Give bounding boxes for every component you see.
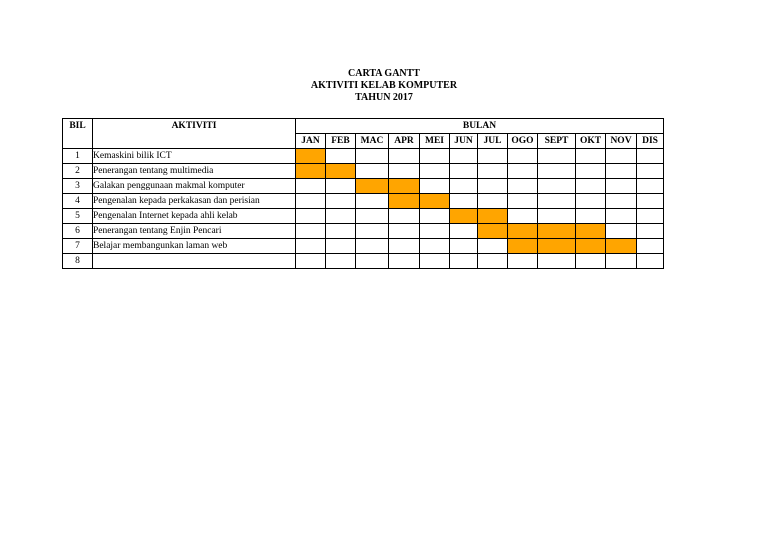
gantt-empty-cell: [356, 149, 389, 164]
gantt-bar-cell: [606, 239, 637, 254]
table-row: [63, 194, 664, 209]
gantt-empty-cell: [450, 164, 478, 179]
gantt-empty-cell: [538, 254, 576, 269]
activity-name: Kemaskini bilik ICT: [93, 149, 296, 164]
document-subtitle: AKTIVITI KELAB KOMPUTER: [310, 80, 458, 91]
gantt-bar-cell: [450, 209, 478, 224]
header-row: [63, 119, 664, 134]
gantt-empty-cell: [356, 254, 389, 269]
row-number: 7: [63, 239, 93, 254]
gantt-empty-cell: [420, 239, 450, 254]
table-row: [63, 224, 664, 239]
gantt-empty-cell: [576, 179, 606, 194]
gantt-empty-cell: [296, 194, 326, 209]
gantt-empty-cell: [326, 239, 356, 254]
gantt-empty-cell: [296, 239, 326, 254]
row-number: 5: [63, 209, 93, 224]
gantt-bar-cell: [389, 194, 420, 209]
gantt-empty-cell: [538, 164, 576, 179]
month-header-mei: MEI: [420, 134, 450, 149]
bil-header: BIL: [63, 119, 93, 149]
gantt-bar-cell: [356, 179, 389, 194]
gantt-empty-cell: [326, 254, 356, 269]
gantt-empty-cell: [576, 254, 606, 269]
month-header-sept: SEPT: [538, 134, 576, 149]
row-number: 4: [63, 194, 93, 209]
gantt-empty-cell: [296, 179, 326, 194]
gantt-empty-cell: [420, 149, 450, 164]
table-row: [63, 239, 664, 254]
gantt-empty-cell: [606, 194, 637, 209]
gantt-bar-cell: [508, 239, 538, 254]
activity-name: Belajar membangunkan laman web: [93, 239, 296, 254]
month-header-feb: FEB: [326, 134, 356, 149]
row-number: 6: [63, 224, 93, 239]
document-year: TAHUN 2017: [355, 92, 413, 103]
gantt-bar-cell: [420, 194, 450, 209]
gantt-empty-cell: [326, 209, 356, 224]
gantt-empty-cell: [296, 209, 326, 224]
gantt-empty-cell: [606, 254, 637, 269]
gantt-empty-cell: [508, 164, 538, 179]
gantt-empty-cell: [508, 149, 538, 164]
gantt-empty-cell: [637, 149, 664, 164]
gantt-empty-cell: [637, 239, 664, 254]
chart-title-block: [0, 68, 768, 104]
gantt-empty-cell: [356, 224, 389, 239]
month-header-jul: JUL: [478, 134, 508, 149]
gantt-empty-cell: [389, 254, 420, 269]
gantt-empty-cell: [538, 194, 576, 209]
gantt-empty-cell: [508, 179, 538, 194]
row-number: 8: [63, 254, 93, 269]
gantt-empty-cell: [389, 239, 420, 254]
gantt-empty-cell: [478, 239, 508, 254]
gantt-empty-cell: [478, 149, 508, 164]
gantt-empty-cell: [450, 224, 478, 239]
gantt-bar-cell: [296, 149, 326, 164]
table-row: [63, 149, 664, 164]
activity-header: AKTIVITI: [93, 119, 296, 149]
gantt-empty-cell: [576, 149, 606, 164]
gantt-empty-cell: [326, 224, 356, 239]
month-header-dis: DIS: [637, 134, 664, 149]
gantt-empty-cell: [420, 209, 450, 224]
gantt-empty-cell: [637, 254, 664, 269]
gantt-bar-cell: [508, 224, 538, 239]
gantt-bar-cell: [576, 239, 606, 254]
gantt-empty-cell: [538, 209, 576, 224]
activity-name: [93, 254, 296, 269]
gantt-empty-cell: [637, 209, 664, 224]
gantt-bar-cell: [296, 164, 326, 179]
gantt-empty-cell: [420, 254, 450, 269]
gantt-empty-cell: [576, 164, 606, 179]
table-row: [63, 179, 664, 194]
gantt-empty-cell: [356, 194, 389, 209]
gantt-empty-cell: [606, 224, 637, 239]
gantt-empty-cell: [637, 194, 664, 209]
gantt-bar-cell: [538, 239, 576, 254]
gantt-bar-cell: [326, 164, 356, 179]
activity-name: Pengenalan kepada perkakasan dan perisian: [93, 194, 296, 209]
gantt-empty-cell: [450, 239, 478, 254]
row-number: 1: [63, 149, 93, 164]
gantt-bar-cell: [478, 209, 508, 224]
gantt-empty-cell: [326, 149, 356, 164]
table-row: [63, 209, 664, 224]
month-group-header: BULAN: [296, 119, 664, 134]
activity-name: Pengenalan Internet kepada ahli kelab: [93, 209, 296, 224]
gantt-empty-cell: [637, 179, 664, 194]
activity-name: Galakan penggunaan makmal komputer: [93, 179, 296, 194]
gantt-empty-cell: [296, 254, 326, 269]
month-header-jun: JUN: [450, 134, 478, 149]
gantt-bar-cell: [478, 224, 508, 239]
gantt-empty-cell: [450, 194, 478, 209]
gantt-empty-cell: [637, 164, 664, 179]
gantt-empty-cell: [450, 179, 478, 194]
row-number: 3: [63, 179, 93, 194]
gantt-empty-cell: [576, 209, 606, 224]
gantt-empty-cell: [538, 179, 576, 194]
gantt-empty-cell: [389, 209, 420, 224]
gantt-empty-cell: [606, 164, 637, 179]
gantt-empty-cell: [606, 209, 637, 224]
gantt-empty-cell: [478, 164, 508, 179]
gantt-empty-cell: [508, 194, 538, 209]
gantt-empty-cell: [356, 239, 389, 254]
gantt-empty-cell: [508, 254, 538, 269]
gantt-empty-cell: [326, 194, 356, 209]
gantt-empty-cell: [389, 149, 420, 164]
gantt-table: [62, 118, 664, 269]
gantt-bar-cell: [538, 224, 576, 239]
gantt-empty-cell: [420, 179, 450, 194]
activity-name: Penerangan tentang multimedia: [93, 164, 296, 179]
gantt-empty-cell: [420, 164, 450, 179]
table-row: [63, 254, 664, 269]
activity-name: Penerangan tentang Enjin Pencari: [93, 224, 296, 239]
gantt-empty-cell: [606, 179, 637, 194]
gantt-empty-cell: [508, 209, 538, 224]
month-header-okt: OKT: [576, 134, 606, 149]
gantt-bar-cell: [576, 224, 606, 239]
table-row: [63, 164, 664, 179]
gantt-empty-cell: [389, 164, 420, 179]
month-header-apr: APR: [389, 134, 420, 149]
gantt-empty-cell: [637, 224, 664, 239]
gantt-empty-cell: [576, 194, 606, 209]
month-header-ogo: OGO: [508, 134, 538, 149]
gantt-bar-cell: [389, 179, 420, 194]
row-number: 2: [63, 164, 93, 179]
month-header-jan: JAN: [296, 134, 326, 149]
gantt-empty-cell: [450, 149, 478, 164]
gantt-empty-cell: [478, 194, 508, 209]
gantt-empty-cell: [356, 209, 389, 224]
gantt-empty-cell: [356, 164, 389, 179]
gantt-empty-cell: [478, 179, 508, 194]
gantt-empty-cell: [326, 179, 356, 194]
gantt-empty-cell: [450, 254, 478, 269]
gantt-empty-cell: [538, 149, 576, 164]
gantt-empty-cell: [296, 224, 326, 239]
month-header-mac: MAC: [356, 134, 389, 149]
month-header-nov: NOV: [606, 134, 637, 149]
gantt-empty-cell: [478, 254, 508, 269]
gantt-empty-cell: [420, 224, 450, 239]
document-title: CARTA GANTT: [348, 68, 420, 79]
gantt-empty-cell: [606, 149, 637, 164]
gantt-empty-cell: [389, 224, 420, 239]
